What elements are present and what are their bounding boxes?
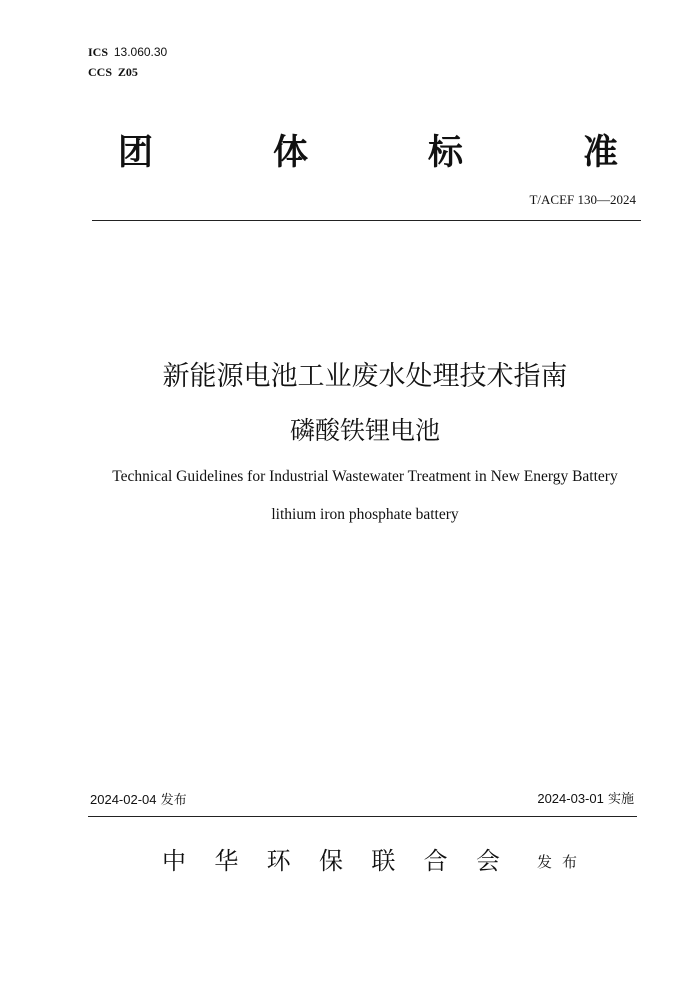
ics-label: ICS bbox=[88, 45, 109, 59]
issue-char: 发 bbox=[537, 853, 553, 871]
ccs-code: Z05 bbox=[117, 65, 138, 79]
implement-date-line bbox=[537, 790, 634, 809]
ccs-label: CCS bbox=[88, 65, 113, 79]
standard-type-char: 团 bbox=[118, 133, 154, 173]
issuer-char: 合 bbox=[423, 847, 448, 875]
issuer-char: 中 bbox=[162, 847, 186, 875]
issue-label bbox=[537, 851, 577, 873]
issuer-char: 华 bbox=[214, 847, 239, 875]
publish-date: 2024-02-04 bbox=[90, 792, 157, 807]
title-chinese-main: 新能源电池工业废水处理技术指南 bbox=[162, 361, 568, 392]
bottom-divider bbox=[88, 816, 637, 817]
standard-number: T/ACEF 130—2024 bbox=[529, 192, 636, 207]
standard-type-char: 体 bbox=[272, 133, 308, 173]
issuer-char: 环 bbox=[266, 847, 291, 875]
title-english-main: Technical Guidelines for Industrial Wastewater Treatment in New Energy Battery bbox=[112, 468, 618, 485]
title-english-sub: lithium iron phosphate battery bbox=[271, 506, 459, 523]
top-divider bbox=[92, 220, 641, 221]
title-chinese-sub: 磷酸铁锂电池 bbox=[289, 416, 440, 445]
implement-date: 2024-03-01 bbox=[537, 791, 604, 806]
publish-label: 发布 bbox=[160, 793, 187, 808]
issuer-char: 保 bbox=[318, 847, 343, 875]
ics-code: 13.060.30 bbox=[113, 45, 168, 59]
ics-classification bbox=[88, 45, 167, 59]
standard-type-char: 准 bbox=[582, 133, 618, 173]
issue-char: 布 bbox=[561, 853, 577, 871]
issuer-char: 联 bbox=[371, 847, 396, 875]
ccs-classification bbox=[88, 65, 138, 79]
standard-type-heading bbox=[118, 130, 618, 176]
publish-date-line bbox=[90, 791, 187, 810]
issuer-name bbox=[162, 842, 500, 880]
issuer-char: 会 bbox=[475, 847, 500, 875]
standard-type-char: 标 bbox=[427, 133, 463, 173]
implement-label: 实施 bbox=[607, 792, 634, 807]
